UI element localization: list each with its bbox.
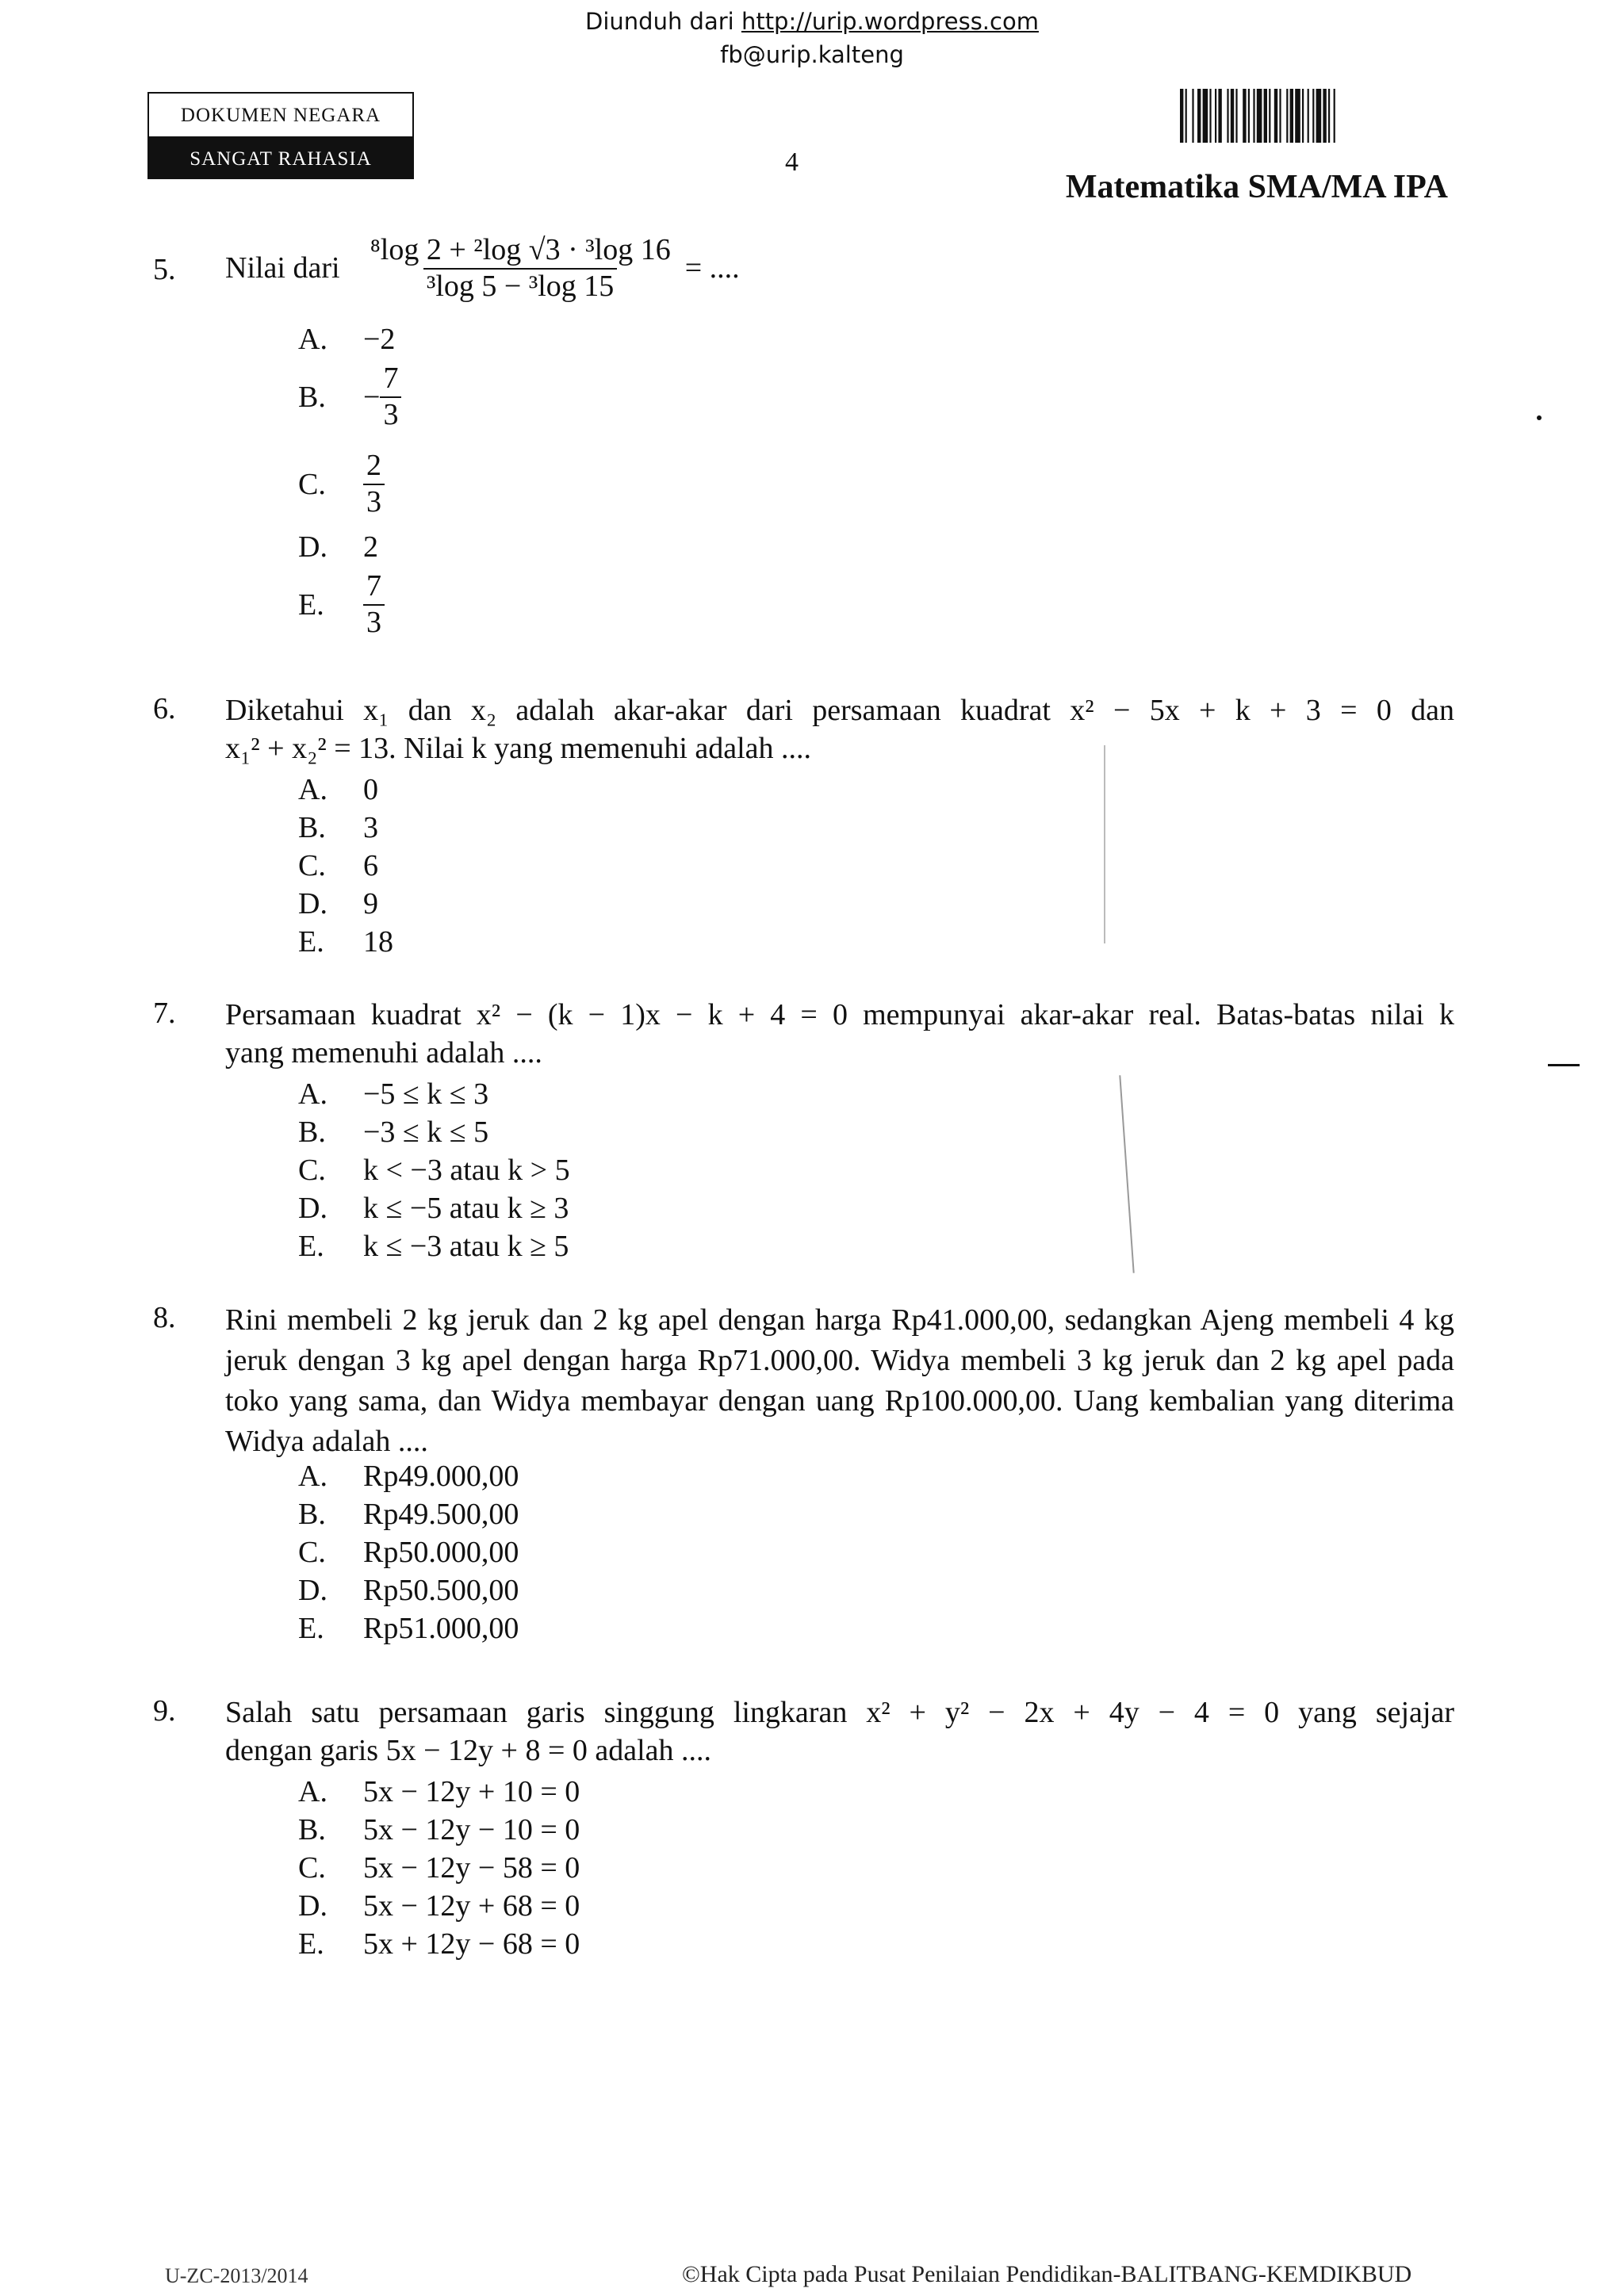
scan-dot bbox=[1537, 415, 1542, 420]
scan-streak bbox=[1104, 745, 1105, 943]
option-c[interactable] bbox=[298, 450, 385, 519]
option-value: −5 ≤ k ≤ 3 bbox=[363, 1077, 489, 1111]
fraction-denominator: 3 bbox=[363, 604, 385, 639]
option-e[interactable] bbox=[298, 1925, 580, 1963]
option-c[interactable] bbox=[298, 1151, 570, 1189]
option-value: Rp49.000,00 bbox=[363, 1460, 519, 1493]
scan-mark bbox=[1548, 1064, 1580, 1066]
option-d[interactable] bbox=[298, 1571, 519, 1609]
option-d[interactable] bbox=[298, 528, 378, 566]
option-sign: − bbox=[363, 380, 381, 414]
option-value: −2 bbox=[363, 323, 396, 356]
barcode-icon bbox=[1180, 89, 1451, 143]
question-number: 6. bbox=[153, 692, 176, 725]
option-label: C. bbox=[298, 1154, 326, 1187]
question-number: 7. bbox=[153, 997, 176, 1030]
option-label: B. bbox=[298, 380, 326, 414]
question-line: dengan garis 5x − 12y + 8 = 0 adalah .... bbox=[225, 1734, 712, 1767]
option-value: k < −3 atau k > 5 bbox=[363, 1154, 570, 1187]
question-text: Nilai dari bbox=[225, 251, 340, 285]
barcode-bar bbox=[1302, 89, 1304, 143]
option-a[interactable] bbox=[298, 1457, 519, 1495]
option-label: B. bbox=[298, 811, 326, 844]
option-value: k ≤ −5 atau k ≥ 3 bbox=[363, 1192, 569, 1225]
document-classification-box bbox=[147, 92, 414, 179]
fraction-numerator: 7 bbox=[366, 569, 381, 603]
fraction-denominator: 3 bbox=[380, 396, 401, 431]
option-b[interactable] bbox=[298, 809, 393, 847]
option-fraction bbox=[363, 450, 385, 519]
barcode-bar bbox=[1197, 89, 1201, 143]
subject-title: Matematika SMA/MA IPA bbox=[1065, 169, 1448, 205]
option-value: 5x − 12y − 10 = 0 bbox=[363, 1813, 580, 1846]
option-value: Rp50.000,00 bbox=[363, 1536, 519, 1569]
option-value: Rp50.500,00 bbox=[363, 1574, 519, 1607]
fraction-denominator: 3 bbox=[363, 484, 385, 519]
option-value: 18 bbox=[363, 925, 393, 959]
doc-state-label: DOKUMEN NEGARA bbox=[147, 92, 414, 138]
option-label: C. bbox=[298, 1536, 326, 1569]
option-label: E. bbox=[298, 1230, 324, 1263]
fraction-denominator: ³log 5 − ³log 15 bbox=[423, 268, 617, 303]
option-fraction bbox=[363, 571, 385, 639]
question-9-stem bbox=[225, 1693, 1454, 1770]
barcode-bar bbox=[1269, 89, 1270, 143]
barcode-bar bbox=[1231, 89, 1234, 143]
options-list bbox=[298, 1773, 580, 1963]
option-fraction bbox=[380, 363, 401, 431]
option-label: D. bbox=[298, 1574, 327, 1607]
copyright-notice: ©Hak Cipta pada Pusat Penilaian Pendidikan-BALITBANG-KEMDIKBUD bbox=[682, 2261, 1412, 2287]
page-number: 4 bbox=[785, 147, 799, 177]
option-c[interactable] bbox=[298, 1533, 519, 1571]
barcode-bar bbox=[1257, 89, 1262, 143]
question-line: Salah satu persamaan garis singgung lingkaran x² + y² − 2x + 4y − 4 = 0 yang sejajar bbox=[225, 1696, 1454, 1729]
option-a[interactable] bbox=[298, 320, 395, 358]
barcode-bar bbox=[1243, 89, 1246, 143]
option-label: E. bbox=[298, 1927, 324, 1961]
barcode-bar bbox=[1286, 89, 1288, 143]
barcode-bar bbox=[1180, 89, 1183, 143]
barcode-bar bbox=[1308, 89, 1309, 143]
barcode-bar bbox=[1215, 89, 1216, 143]
option-value: Rp51.000,00 bbox=[363, 1612, 519, 1645]
question-text: Rini membeli 2 kg jeruk dan 2 kg apel dengan harga Rp41.000,00, sedangkan Ajeng membeli 4 kg jeruk dengan 3 kg apel dengan harga Rp71.000,00. Widya membeli 3 kg jeruk dan 2 kg apel pada toko yang sama, dan Widya membayar dengan uang Rp100.000,00. Uang kembalian yang diterima Widya adalah .... bbox=[225, 1303, 1454, 1458]
option-label: A. bbox=[298, 773, 327, 806]
question-7-stem bbox=[225, 996, 1454, 1072]
option-label: B. bbox=[298, 1498, 326, 1531]
download-link[interactable]: http://urip.wordpress.com bbox=[741, 8, 1039, 35]
facebook-contact: fb@urip.kalteng bbox=[720, 41, 904, 68]
option-a[interactable] bbox=[298, 771, 393, 809]
option-e[interactable] bbox=[298, 1227, 570, 1265]
option-e[interactable] bbox=[298, 1609, 519, 1647]
barcode-bar bbox=[1227, 89, 1228, 143]
option-value: 5x − 12y − 58 = 0 bbox=[363, 1851, 580, 1885]
option-label: B. bbox=[298, 1115, 326, 1149]
barcode-bar bbox=[1192, 89, 1193, 143]
log-fraction bbox=[367, 235, 674, 303]
option-b[interactable] bbox=[298, 1113, 570, 1151]
option-label: C. bbox=[298, 467, 326, 501]
option-d[interactable] bbox=[298, 885, 393, 923]
question-line: x₁² + x₂² = 13. Nilai k yang memenuhi adalah .... bbox=[225, 732, 812, 765]
option-d[interactable] bbox=[298, 1887, 580, 1925]
option-label: D. bbox=[298, 530, 327, 564]
question-line: yang memenuhi adalah .... bbox=[225, 1036, 542, 1070]
barcode-bar bbox=[1295, 89, 1300, 143]
option-c[interactable] bbox=[298, 1849, 580, 1887]
option-a[interactable] bbox=[298, 1075, 570, 1113]
equals-dots: = .... bbox=[684, 251, 740, 285]
scan-streak bbox=[1119, 1075, 1134, 1273]
option-b[interactable] bbox=[298, 363, 401, 431]
option-value: 5x + 12y − 68 = 0 bbox=[363, 1927, 580, 1961]
option-value: 3 bbox=[363, 811, 378, 844]
option-b[interactable] bbox=[298, 1495, 519, 1533]
question-line: Diketahui x₁ dan x₂ adalah akar-akar dari persamaan kuadrat x² − 5x + k + 3 = 0 dan bbox=[225, 694, 1454, 727]
barcode-bar bbox=[1328, 89, 1330, 143]
options-list bbox=[298, 1075, 570, 1265]
option-label: E. bbox=[298, 1612, 324, 1645]
barcode-bar bbox=[1334, 89, 1335, 143]
question-line: Persamaan kuadrat x² − (k − 1)x − k + 4 = 0 mempunyai akar-akar real. Batas-batas nilai k bbox=[225, 998, 1454, 1031]
option-label: C. bbox=[298, 1851, 326, 1885]
options-list bbox=[298, 1457, 519, 1647]
option-value: −3 ≤ k ≤ 5 bbox=[363, 1115, 489, 1149]
fraction-numerator: 7 bbox=[383, 362, 399, 395]
option-label: B. bbox=[298, 1813, 326, 1846]
option-e[interactable] bbox=[298, 923, 393, 961]
barcode-bar bbox=[1235, 89, 1237, 143]
option-e[interactable] bbox=[298, 571, 385, 639]
option-label: A. bbox=[298, 1077, 327, 1111]
option-label: A. bbox=[298, 323, 327, 356]
option-label: A. bbox=[298, 1775, 327, 1808]
option-label: E. bbox=[298, 587, 324, 622]
barcode-bar bbox=[1253, 89, 1254, 143]
barcode-bar bbox=[1264, 89, 1267, 143]
option-label: D. bbox=[298, 887, 327, 920]
option-value: 0 bbox=[363, 773, 378, 806]
barcode-bar bbox=[1203, 89, 1208, 143]
option-label: E. bbox=[298, 925, 324, 959]
options-list bbox=[298, 771, 393, 961]
option-label: A. bbox=[298, 1460, 327, 1493]
option-value: k ≤ −3 atau k ≥ 5 bbox=[363, 1230, 569, 1263]
barcode-bar bbox=[1185, 89, 1187, 143]
option-value: 2 bbox=[363, 530, 378, 564]
barcode-bar bbox=[1290, 89, 1293, 143]
question-number: 9. bbox=[153, 1694, 176, 1728]
option-label: D. bbox=[298, 1192, 327, 1225]
question-number: 8. bbox=[153, 1301, 176, 1334]
question-6-stem bbox=[225, 691, 1454, 767]
option-b[interactable] bbox=[298, 1811, 580, 1849]
option-value: 5x − 12y + 10 = 0 bbox=[363, 1775, 580, 1808]
option-value: 6 bbox=[363, 849, 378, 882]
exam-code: U-ZC-2013/2014 bbox=[165, 2264, 308, 2287]
option-value: Rp49.500,00 bbox=[363, 1498, 519, 1531]
option-label: D. bbox=[298, 1889, 327, 1923]
barcode-bar bbox=[1323, 89, 1326, 143]
fraction-numerator: 2 bbox=[366, 449, 381, 482]
fraction-numerator: ⁸log 2 + ²log √3 · ³log 16 bbox=[370, 233, 671, 266]
barcode-bar bbox=[1316, 89, 1322, 143]
barcode-bar bbox=[1274, 89, 1277, 143]
question-5-stem bbox=[225, 235, 1454, 303]
option-a[interactable] bbox=[298, 1773, 580, 1811]
download-prefix: Diunduh dari bbox=[585, 8, 741, 35]
barcode-bar bbox=[1218, 89, 1221, 143]
barcode-bar bbox=[1248, 89, 1250, 143]
doc-secret-label: SANGAT RAHASIA bbox=[147, 138, 414, 179]
barcode-bar bbox=[1209, 89, 1211, 143]
barcode-bar bbox=[1279, 89, 1281, 143]
option-d[interactable] bbox=[298, 1189, 570, 1227]
question-number: 5. bbox=[153, 253, 176, 286]
barcode-bar bbox=[1312, 89, 1314, 143]
option-c[interactable] bbox=[298, 847, 393, 885]
download-source-line bbox=[0, 8, 1624, 35]
option-value: 9 bbox=[363, 887, 378, 920]
option-label: C. bbox=[298, 849, 326, 882]
option-value: 5x − 12y + 68 = 0 bbox=[363, 1889, 580, 1923]
